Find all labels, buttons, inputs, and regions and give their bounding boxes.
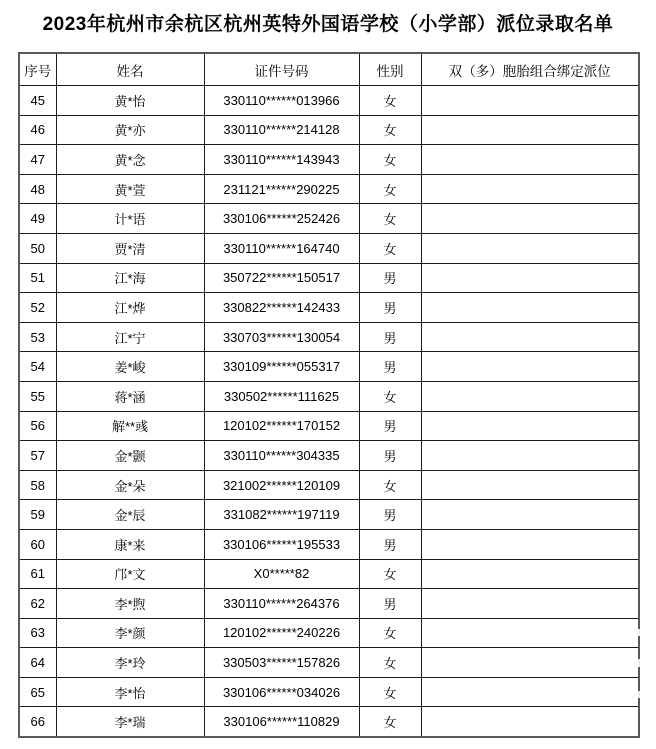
cell-gender: 男	[359, 352, 421, 382]
table-row	[19, 500, 639, 530]
cell-serial-number: 59	[19, 500, 56, 530]
cell-twin-binding	[421, 441, 639, 471]
cell-serial-number: 50	[19, 233, 56, 263]
cell-gender: 女	[359, 115, 421, 145]
cell-name: 姜*峻	[56, 352, 204, 382]
cell-id-number: 231121******290225	[204, 174, 359, 204]
cell-id-number: 330106******034026	[204, 677, 359, 707]
cell-twin-binding	[421, 470, 639, 500]
cell-name: 解**彧	[56, 411, 204, 441]
cell-name: 计*语	[56, 204, 204, 234]
cell-serial-number: 48	[19, 174, 56, 204]
cell-gender: 男	[359, 293, 421, 323]
cell-twin-binding	[421, 677, 639, 707]
cell-twin-binding	[421, 500, 639, 530]
table-row	[19, 559, 639, 589]
cell-twin-binding	[421, 589, 639, 619]
cell-twin-binding	[421, 204, 639, 234]
cell-twin-binding	[421, 115, 639, 145]
table-row	[19, 707, 639, 737]
page-title: 2023年杭州市余杭区杭州英特外国语学校（小学部）派位录取名单	[42, 14, 614, 35]
cell-gender: 男	[359, 529, 421, 559]
cell-id-number: 330106******252426	[204, 204, 359, 234]
cell-twin-binding	[421, 411, 639, 441]
cell-gender: 男	[359, 263, 421, 293]
cell-twin-binding	[421, 293, 639, 323]
table-row	[19, 441, 639, 471]
table-row	[19, 352, 639, 382]
table-row	[19, 322, 639, 352]
cell-twin-binding	[421, 707, 639, 737]
cell-name: 康*来	[56, 529, 204, 559]
cell-id-number: 330106******195533	[204, 529, 359, 559]
cell-twin-binding	[421, 559, 639, 589]
cell-gender: 女	[359, 233, 421, 263]
table-row	[19, 145, 639, 175]
cell-id-number: 330110******264376	[204, 589, 359, 619]
table-header-row	[19, 53, 639, 86]
header-name: 姓名	[56, 53, 204, 86]
table-row	[19, 115, 639, 145]
cell-gender: 男	[359, 589, 421, 619]
cell-name: 江*宁	[56, 322, 204, 352]
cell-name: 江*海	[56, 263, 204, 293]
table-row	[19, 86, 639, 116]
cell-gender: 男	[359, 322, 421, 352]
cell-name: 李*怡	[56, 677, 204, 707]
table-row	[19, 589, 639, 619]
cell-id-number: 350722******150517	[204, 263, 359, 293]
table-row	[19, 233, 639, 263]
cell-serial-number: 56	[19, 411, 56, 441]
cell-id-number: 330109******055317	[204, 352, 359, 382]
watermark-smudge	[644, 640, 656, 682]
cell-name: 蒋*涵	[56, 381, 204, 411]
table-row	[19, 470, 639, 500]
cell-id-number: 330503******157826	[204, 648, 359, 678]
cell-id-number: X0*****82	[204, 559, 359, 589]
cell-gender: 男	[359, 441, 421, 471]
cell-serial-number: 60	[19, 529, 56, 559]
cell-serial-number: 45	[19, 86, 56, 116]
cell-gender: 女	[359, 204, 421, 234]
cell-twin-binding	[421, 529, 639, 559]
table-row	[19, 648, 639, 678]
cell-twin-binding	[421, 648, 639, 678]
cell-twin-binding	[421, 381, 639, 411]
table-row	[19, 618, 639, 648]
table-row	[19, 411, 639, 441]
cell-id-number: 330110******013966	[204, 86, 359, 116]
cell-gender: 女	[359, 677, 421, 707]
cell-gender: 女	[359, 559, 421, 589]
cell-twin-binding	[421, 233, 639, 263]
cell-id-number: 330110******143943	[204, 145, 359, 175]
table-row	[19, 293, 639, 323]
cell-serial-number: 65	[19, 677, 56, 707]
cell-name: 李*颜	[56, 618, 204, 648]
cell-name: 金*颢	[56, 441, 204, 471]
cell-serial-number: 63	[19, 618, 56, 648]
cell-name: 邝*文	[56, 559, 204, 589]
cell-id-number: 330110******304335	[204, 441, 359, 471]
cell-serial-number: 53	[19, 322, 56, 352]
cell-serial-number: 51	[19, 263, 56, 293]
cell-gender: 男	[359, 500, 421, 530]
cell-id-number: 330110******164740	[204, 233, 359, 263]
cell-gender: 女	[359, 86, 421, 116]
cell-serial-number: 64	[19, 648, 56, 678]
table-row	[19, 174, 639, 204]
cell-serial-number: 54	[19, 352, 56, 382]
cell-serial-number: 47	[19, 145, 56, 175]
cell-serial-number: 52	[19, 293, 56, 323]
cell-serial-number: 55	[19, 381, 56, 411]
cell-id-number: 330110******214128	[204, 115, 359, 145]
table-row	[19, 204, 639, 234]
cell-serial-number: 62	[19, 589, 56, 619]
cell-serial-number: 61	[19, 559, 56, 589]
cell-twin-binding	[421, 322, 639, 352]
header-gender: 性别	[359, 53, 421, 86]
header-twin-binding: 双（多）胞胎组合绑定派位	[421, 53, 639, 86]
cell-gender: 女	[359, 707, 421, 737]
cell-twin-binding	[421, 263, 639, 293]
cell-name: 李*瑞	[56, 707, 204, 737]
cell-twin-binding	[421, 618, 639, 648]
cell-serial-number: 58	[19, 470, 56, 500]
cell-gender: 女	[359, 145, 421, 175]
cell-name: 金*辰	[56, 500, 204, 530]
table-row	[19, 263, 639, 293]
cell-serial-number: 46	[19, 115, 56, 145]
cell-serial-number: 66	[19, 707, 56, 737]
cell-gender: 男	[359, 411, 421, 441]
cell-name: 李*煦	[56, 589, 204, 619]
table-row	[19, 677, 639, 707]
cell-id-number: 120102******240226	[204, 618, 359, 648]
table-row	[19, 529, 639, 559]
cell-name: 江*烨	[56, 293, 204, 323]
cell-id-number: 330502******111625	[204, 381, 359, 411]
cell-name: 贾*清	[56, 233, 204, 263]
cell-name: 金*朵	[56, 470, 204, 500]
cell-serial-number: 49	[19, 204, 56, 234]
cell-id-number: 331082******197119	[204, 500, 359, 530]
cell-gender: 女	[359, 174, 421, 204]
cell-serial-number: 57	[19, 441, 56, 471]
header-serial-number: 序号	[19, 53, 56, 86]
cell-twin-binding	[421, 145, 639, 175]
cell-gender: 女	[359, 381, 421, 411]
cell-name: 黄*萱	[56, 174, 204, 204]
cell-id-number: 330703******130054	[204, 322, 359, 352]
cell-name: 黄*亦	[56, 115, 204, 145]
header-id-number: 证件号码	[204, 53, 359, 86]
cell-name: 黄*念	[56, 145, 204, 175]
cell-id-number: 120102******170152	[204, 411, 359, 441]
cell-twin-binding	[421, 174, 639, 204]
cell-id-number: 330822******142433	[204, 293, 359, 323]
cell-name: 黄*怡	[56, 86, 204, 116]
cell-id-number: 321002******120109	[204, 470, 359, 500]
cell-gender: 女	[359, 648, 421, 678]
cell-twin-binding	[421, 352, 639, 382]
cell-name: 李*玲	[56, 648, 204, 678]
cell-gender: 女	[359, 470, 421, 500]
cell-twin-binding	[421, 86, 639, 116]
cell-gender: 女	[359, 618, 421, 648]
admission-roster-table	[18, 52, 640, 738]
cell-id-number: 330106******110829	[204, 707, 359, 737]
table-row	[19, 381, 639, 411]
